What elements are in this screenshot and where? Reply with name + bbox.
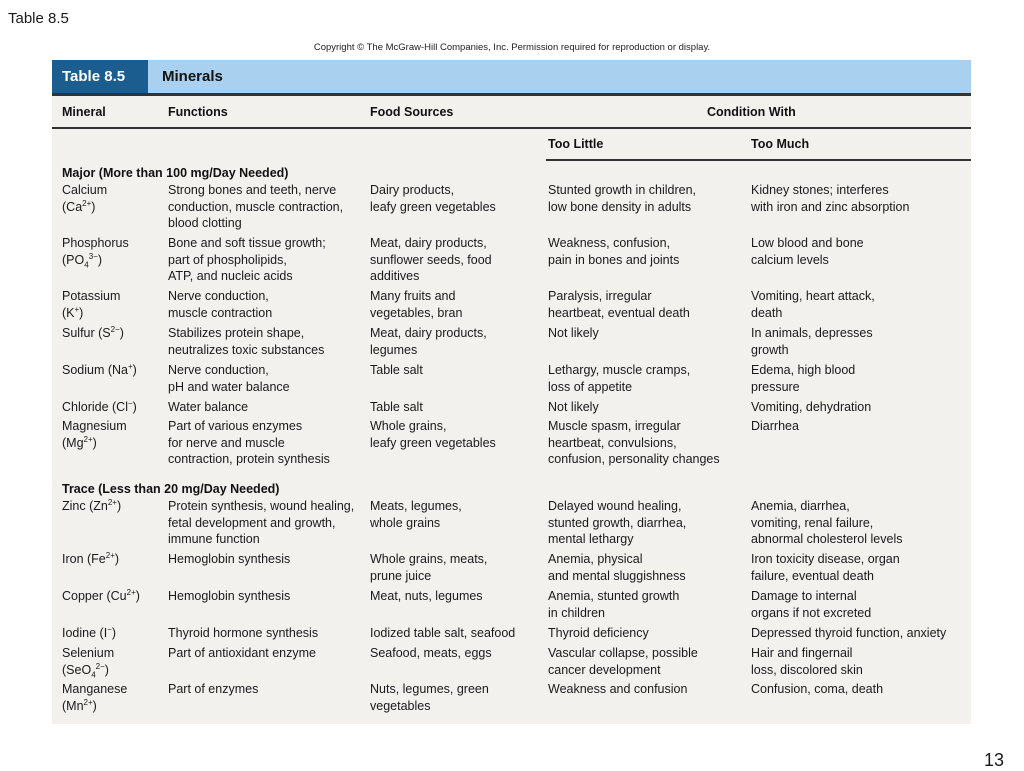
- subheader-rule: [546, 159, 971, 161]
- too-little-cell: Lethargy, muscle cramps, loss of appetite: [548, 363, 691, 394]
- functions-cell: Thyroid hormone synthesis: [168, 626, 319, 640]
- table-header-bar: [52, 60, 971, 93]
- food-sources-cell: Meat, dairy products, legumes: [370, 326, 487, 357]
- mineral-cell: Selenium (SeO$_4^{2-}$): [62, 646, 115, 679]
- too-little-cell: Not likely: [548, 400, 599, 414]
- section-title: Trace (Less than 20 mg/Day Needed): [62, 482, 280, 496]
- minerals-table: [52, 60, 971, 724]
- too-little-cell: Vascular collapse, possible cancer development: [548, 646, 698, 677]
- food-sources-cell: Nuts, legumes, green vegetables: [370, 682, 489, 713]
- mineral-cell: Sulfur $(S^{2-})$: [62, 324, 124, 340]
- column-header-food-sources: Food Sources: [370, 105, 454, 119]
- food-sources-cell: Meats, legumes, whole grains: [370, 499, 462, 530]
- header-top-rule: [52, 93, 971, 96]
- too-much-cell: Diarrhea: [751, 419, 799, 433]
- section-title: Major (More than 100 mg/Day Needed): [62, 166, 289, 180]
- table-label: Table 8.5: [52, 60, 148, 93]
- functions-cell: Hemoglobin synthesis: [168, 589, 291, 603]
- too-little-cell: Anemia, stunted growth in children: [548, 589, 680, 620]
- mineral-cell: Potassium (K+): [62, 289, 121, 320]
- too-much-cell: Damage to internal organs if not excreted: [751, 589, 872, 620]
- too-little-cell: Anemia, physical and mental sluggishness: [548, 552, 686, 583]
- functions-cell: Part of enzymes: [168, 682, 259, 696]
- mineral-cell: Copper $(Cu^{2+})$: [62, 587, 140, 603]
- column-header-functions: Functions: [168, 105, 228, 119]
- slide-number: 13: [983, 750, 1004, 770]
- functions-cell: Water balance: [168, 400, 249, 414]
- mineral-cell: Iron $(Fe^{2+})$: [62, 550, 120, 566]
- too-little-cell: Not likely: [548, 326, 599, 340]
- food-sources-cell: Many fruits and vegetables, bran: [370, 289, 463, 320]
- food-sources-cell: Table salt: [370, 363, 423, 377]
- too-much-cell: In animals, depresses growth: [751, 326, 873, 357]
- too-much-cell: Depressed thyroid function, anxiety: [751, 626, 947, 640]
- food-sources-cell: Table salt: [370, 400, 423, 414]
- column-header-mineral: Mineral: [62, 105, 106, 119]
- food-sources-cell: Dairy products, leafy green vegetables: [370, 183, 496, 214]
- too-little-cell: Weakness, confusion, pain in bones and joints: [548, 236, 680, 267]
- functions-cell: Bone and soft tissue growth; part of phospholipids, ATP, and nucleic acids: [168, 236, 326, 283]
- mineral-cell: Phosphorus $(PO_4^{3-})$: [62, 236, 129, 269]
- column-header-too-little: Too Little: [548, 137, 604, 151]
- too-little-cell: Delayed wound healing, stunted growth, diarrhea, mental lethargy: [548, 499, 687, 546]
- too-much-cell: Low blood and bone calcium levels: [751, 236, 864, 267]
- food-sources-cell: Meat, dairy products, sunflower seeds, food additives: [370, 236, 492, 283]
- food-sources-cell: Seafood, meats, eggs: [370, 646, 492, 660]
- column-header-condition-with: Condition With: [707, 105, 796, 119]
- food-sources-cell: Whole grains, leafy green vegetables: [370, 419, 496, 450]
- mineral-cell: Manganese $(Mn^{2+})$: [62, 682, 128, 713]
- too-much-cell: Vomiting, heart attack, death: [751, 289, 875, 320]
- too-much-cell: Kidney stones; interferes with iron and zinc absorption: [751, 183, 910, 214]
- mineral-cell: Calcium $(Ca^{2+})$: [62, 183, 108, 214]
- functions-cell: Nerve conduction, pH and water balance: [168, 363, 290, 394]
- copyright-notice: Copyright © The McGraw-Hill Companies, Inc. Permission required for reproduction or display.: [313, 42, 711, 53]
- mineral-cell: Magnesium $(Mg^{2+})$: [62, 419, 127, 450]
- too-much-cell: Anemia, diarrhea, vomiting, renal failure, abnormal cholesterol levels: [751, 499, 903, 546]
- mineral-cell: Iodine (I−): [62, 624, 117, 640]
- too-much-cell: Hair and fingernail loss, discolored skin: [751, 646, 863, 677]
- table-title: Minerals: [162, 68, 223, 85]
- functions-cell: Part of various enzymes for nerve and muscle contraction, protein synthesis: [168, 419, 330, 466]
- too-much-cell: Vomiting, dehydration: [751, 400, 872, 414]
- too-little-cell: Paralysis, irregular heartbeat, eventual death: [548, 289, 690, 320]
- mineral-cell: Chloride (Cl−): [62, 398, 137, 414]
- functions-cell: Stabilizes protein shape, neutralizes toxic substances: [168, 326, 325, 357]
- mineral-cell: Sodium (Na+): [62, 361, 137, 377]
- functions-cell: Strong bones and teeth, nerve conduction, muscle contraction, blood clotting: [168, 183, 344, 230]
- slide-title: Table 8.5: [8, 10, 69, 27]
- functions-cell: Protein synthesis, wound healing, fetal development and growth, immune function: [168, 499, 355, 546]
- too-little-cell: Thyroid deficiency: [548, 626, 649, 640]
- functions-cell: Part of antioxidant enzyme: [168, 646, 316, 660]
- functions-cell: Hemoglobin synthesis: [168, 552, 291, 566]
- food-sources-cell: Meat, nuts, legumes: [370, 589, 483, 603]
- column-header-too-much: Too Much: [751, 137, 810, 151]
- too-much-cell: Iron toxicity disease, organ failure, eventual death: [751, 552, 900, 583]
- too-little-cell: Muscle spasm, irregular heartbeat, convulsions, confusion, personality changes: [548, 419, 720, 466]
- too-little-cell: Stunted growth in children, low bone density in adults: [548, 183, 697, 214]
- food-sources-cell: Iodized table salt, seafood: [370, 626, 516, 640]
- too-much-cell: Confusion, coma, death: [751, 682, 884, 696]
- too-little-cell: Weakness and confusion: [548, 682, 688, 696]
- condition-rule: [52, 127, 971, 129]
- food-sources-cell: Whole grains, meats, prune juice: [370, 552, 488, 583]
- mineral-cell: Zinc $(Zn^{2+})$: [62, 497, 122, 513]
- functions-cell: Nerve conduction, muscle contraction: [168, 289, 273, 320]
- too-much-cell: Edema, high blood pressure: [751, 363, 856, 394]
